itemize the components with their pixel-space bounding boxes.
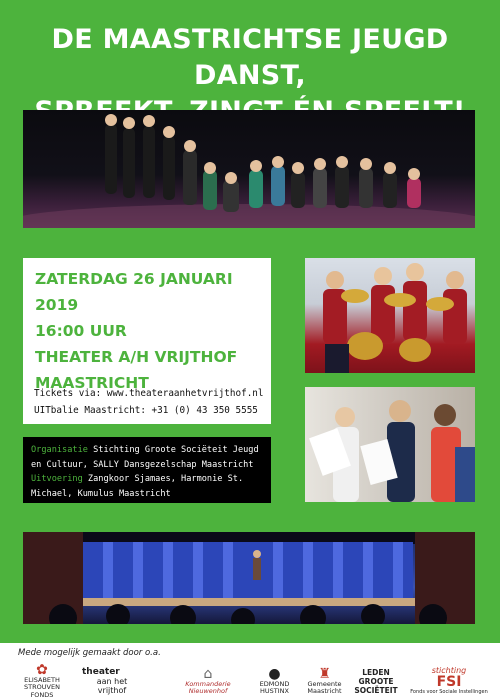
logo-kommanderie: ⌂ Kommanderie Nieuwenhof (185, 665, 231, 695)
organisatie-text: Stichting Groote Sociëteit Jeugd en Cultuur, SALLY Dansgezelschap Maastricht (31, 445, 259, 470)
dance-photo (23, 110, 475, 228)
uitvoering-label: Uitvoering (31, 474, 83, 484)
support-text: Mede mogelijk gemaakt door o.a. (18, 648, 161, 658)
crest-icon: ♜ (318, 665, 331, 682)
organisatie-label: Organisatie (31, 445, 88, 455)
event-venue: THEATER A/H VRIJTHOF (35, 348, 238, 366)
choir-photo (305, 387, 475, 502)
uitvoering-text: Zangkoor Sjamaes, Harmonie St. Michael, Kumulus Maastricht (31, 474, 244, 499)
logo-leden-groote-societeit: LEDEN GROOTE SOCIËTEIT (354, 667, 398, 695)
logo-stichting-fsi: stichting FSI Fonds voor Sociale Instellingen (410, 666, 488, 695)
logo-theater-vrijthof: theater aan het vrijthof (82, 667, 128, 695)
brass-illustration (305, 258, 475, 373)
event-info-box (23, 258, 271, 424)
dancers-illustration (23, 110, 475, 228)
event-date: ZATERDAG 26 JANUARI 2019 (35, 270, 233, 314)
brass-band-photo (305, 258, 475, 373)
uitbalie-phone: UITbalie Maastricht: +31 (0) 43 350 5555 (34, 405, 258, 416)
credits-box (23, 437, 271, 503)
headline-line-1: DE MAASTRICHTSE JEUGD DANST, (51, 24, 449, 91)
stage-photo (23, 532, 475, 624)
head-profile-icon: ● (268, 665, 281, 682)
flower-icon: ✿ (36, 661, 48, 678)
tickets-link[interactable]: Tickets via: www.theateraanhetvrijthof.nl (34, 388, 264, 399)
sponsor-footer (0, 643, 500, 700)
stage-illustration (23, 532, 475, 624)
logo-elisabeth-strouven: ✿ ELISABETH STROUVEN FONDS (24, 661, 60, 699)
event-city: MAASTRICHT (35, 374, 149, 392)
event-time: 16:00 UUR (35, 322, 127, 340)
building-icon: ⌂ (203, 665, 213, 682)
logo-edmond-hustinx: ● EDMOND HUSTINX (259, 665, 290, 695)
choir-illustration (305, 387, 475, 502)
ticket-info (34, 385, 264, 419)
logo-gemeente-maastricht: ♜ Gemeente Maastricht (307, 665, 342, 695)
